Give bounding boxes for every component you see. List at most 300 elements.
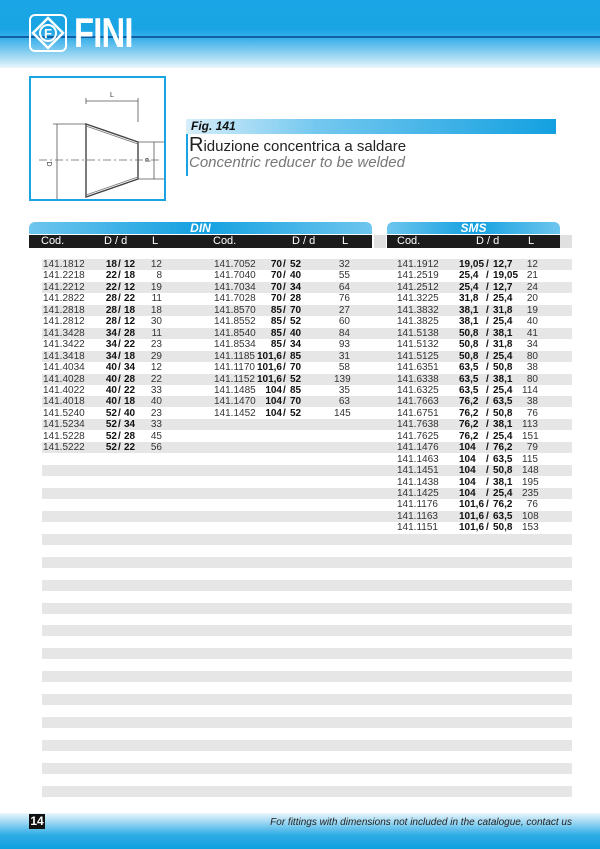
sms-D: 76,2 [459, 396, 479, 408]
din-right-L: 60 [338, 316, 350, 328]
din-left-slash: / [118, 407, 121, 419]
sms-d: 25,4 [493, 430, 513, 442]
din-left-L: 12 [150, 259, 162, 270]
sms-D: 104 [459, 465, 476, 477]
brand-logo [28, 10, 149, 55]
sms-slash: / [486, 373, 489, 385]
din-right-code: 141.1170 [214, 362, 255, 374]
sms-code: 141.6751 [397, 407, 439, 419]
din-left-slash: / [118, 304, 121, 316]
din-left-code: 141.2218 [43, 270, 85, 282]
sms-L: 38 [526, 362, 538, 374]
sms-code: 141.7625 [397, 430, 439, 442]
din-right-L: 55 [338, 270, 350, 282]
din-left-D: 18 [105, 259, 117, 270]
din-left-L: 33 [150, 384, 162, 396]
title-accent-line [186, 134, 188, 176]
din-left-d: 12 [124, 281, 136, 293]
sms-d: 31,8 [493, 304, 513, 316]
din-right-L: 76 [338, 293, 350, 305]
sms-D: 104 [459, 453, 476, 465]
sms-L: 114 [522, 384, 538, 396]
din-left-code: 141.5222 [43, 442, 85, 454]
din-right-D: 85 [270, 327, 282, 339]
din-right-D: 85 [270, 339, 282, 351]
sms-D: 19,05 [459, 259, 485, 270]
din-left-code: 141.5240 [43, 407, 85, 419]
sms-slash: / [486, 419, 489, 431]
din-left-d: 12 [124, 316, 136, 328]
din-right-L: 27 [338, 304, 350, 316]
sms-D: 50,8 [459, 339, 479, 351]
title-english: Concentric reducer to be welded [189, 154, 405, 171]
din-left-L: 8 [156, 270, 162, 282]
sms-d: 25,4 [493, 316, 513, 328]
sms-D: 101,6 [459, 522, 485, 534]
din-left-d: 18 [124, 350, 136, 362]
din-left-slash: / [118, 339, 121, 351]
title-initial: R [189, 134, 204, 156]
din-left-D: 22 [105, 270, 117, 282]
sms-slash: / [486, 259, 489, 270]
row-stripe [42, 625, 572, 636]
din-left-d: 40 [124, 407, 136, 419]
din-right-slash: / [283, 362, 286, 374]
sms-code: 141.1438 [397, 476, 439, 488]
din-left-D: 40 [105, 373, 117, 385]
din-left-slash: / [118, 281, 121, 293]
sms-slash: / [486, 270, 489, 282]
din-left-d: 18 [124, 304, 136, 316]
sms-d: 38,1 [493, 419, 513, 431]
din-right-D: 104 [265, 384, 282, 396]
sms-code: 141.1163 [397, 510, 438, 522]
header-gap [374, 235, 386, 248]
sms-slash: / [486, 476, 489, 488]
din-left-L: 56 [150, 442, 162, 454]
din-left-slash: / [118, 430, 121, 442]
din-left-D: 28 [105, 316, 117, 328]
din-left-code: 141.4018 [43, 396, 85, 408]
sms-d: 25,4 [493, 384, 513, 396]
din-right-slash: / [283, 281, 286, 293]
din-right-d: 85 [290, 350, 302, 362]
din-right-d: 85 [290, 384, 302, 396]
din-left-L: 45 [150, 430, 162, 442]
din-left-L: 23 [150, 407, 162, 419]
din-right-code: 141.8540 [214, 327, 256, 339]
din-right-code: 141.1470 [214, 396, 256, 408]
din-left-d: 18 [124, 270, 136, 282]
sms-slash: / [486, 304, 489, 316]
sms-L: 20 [526, 293, 538, 305]
technical-drawing [29, 76, 166, 201]
sms-D: 101,6 [459, 499, 485, 511]
din-right-d: 34 [290, 339, 302, 351]
din-right-code: 141.7052 [214, 259, 256, 270]
din-left-code: 141.2212 [43, 281, 85, 293]
din-right-L: 84 [338, 327, 350, 339]
din-right-d: 52 [290, 259, 302, 270]
din-left-code: 141.2822 [43, 293, 85, 305]
figure-number: Fig. 141 [191, 119, 236, 133]
din-right-d: 52 [290, 316, 302, 328]
sms-d: 50,8 [493, 362, 513, 374]
row-stripe [42, 557, 572, 568]
din-left-L: 40 [150, 396, 162, 408]
sms-code: 141.1151 [397, 522, 438, 534]
row-stripe [42, 763, 572, 774]
din-left-d: 22 [124, 339, 136, 351]
din-right-slash: / [283, 350, 286, 362]
din-col-l-2: L [342, 235, 349, 247]
din-left-code: 141.3428 [43, 327, 85, 339]
din-section-title: DIN [29, 222, 372, 234]
sms-slash: / [486, 522, 489, 534]
din-left-slash: / [118, 316, 121, 328]
sms-D: 101,6 [459, 510, 485, 522]
sms-slash: / [486, 442, 489, 454]
sms-D: 31,8 [459, 293, 479, 305]
din-left-D: 28 [105, 293, 117, 305]
sms-D: 50,8 [459, 350, 479, 362]
sms-L: 113 [522, 419, 538, 431]
sms-code: 141.2519 [397, 270, 439, 282]
din-right-D: 104 [265, 407, 282, 419]
din-right-D: 101,6 [256, 350, 282, 362]
din-right-d: 70 [290, 362, 302, 374]
sms-d: 19,05 [493, 270, 519, 282]
sms-code: 141.3225 [397, 293, 439, 305]
din-right-slash: / [283, 373, 286, 385]
sms-header-row [387, 235, 560, 248]
sms-L: 12 [526, 259, 538, 270]
sms-code: 141.5132 [397, 339, 439, 351]
sms-code: 141.5138 [397, 327, 439, 339]
sms-L: 40 [526, 316, 538, 328]
din-left-slash: / [118, 293, 121, 305]
din-right-d: 52 [290, 407, 302, 419]
din-right-slash: / [283, 407, 286, 419]
row-stripe [42, 671, 572, 682]
row-stripe [42, 740, 572, 751]
logo-diamond-icon [28, 13, 68, 53]
din-left-L: 30 [150, 316, 162, 328]
sms-code: 141.2512 [397, 281, 439, 293]
din-left-D: 34 [105, 327, 117, 339]
sms-code: 141.1912 [397, 259, 439, 270]
title-italian [189, 136, 406, 156]
sms-L: 38 [526, 396, 538, 408]
din-left-D: 34 [105, 339, 117, 351]
figure-bar [186, 119, 556, 134]
sms-D: 38,1 [459, 316, 479, 328]
din-right-slash: / [283, 396, 286, 408]
sms-L: 235 [522, 488, 539, 499]
sms-d: 38,1 [493, 327, 513, 339]
din-left-L: 23 [150, 339, 162, 351]
sms-d: 76,2 [493, 499, 513, 511]
din-left-code: 141.4028 [43, 373, 85, 385]
din-right-L: 32 [338, 259, 350, 270]
sms-d: 63,5 [493, 510, 513, 522]
sms-code: 141.6325 [397, 384, 439, 396]
din-left-d: 28 [124, 327, 136, 339]
din-right-code: 141.1152 [214, 373, 255, 385]
din-right-d: 52 [290, 373, 302, 385]
din-left-D: 34 [105, 350, 117, 362]
sms-slash: / [486, 327, 489, 339]
header-gap-right [560, 235, 572, 248]
sms-code: 141.7638 [397, 419, 439, 431]
din-right-d: 28 [290, 293, 302, 305]
sms-d: 25,4 [493, 293, 513, 305]
dim-L-label: L [110, 92, 114, 99]
din-col-dd: D / d [104, 235, 128, 247]
din-right-code: 141.8570 [214, 304, 256, 316]
sms-D: 63,5 [459, 362, 479, 374]
sms-D: 25,4 [459, 281, 479, 293]
din-left-slash: / [118, 384, 121, 396]
logo-letter: F [44, 25, 52, 41]
din-right-L: 63 [338, 396, 350, 408]
sms-d: 76,2 [493, 442, 513, 454]
din-right-code: 141.7028 [214, 293, 256, 305]
din-left-slash: / [118, 259, 121, 270]
sms-L: 148 [522, 465, 539, 477]
din-right-d: 70 [290, 396, 302, 408]
sms-slash: / [486, 293, 489, 305]
dim-D-label: D [45, 161, 52, 167]
din-header-row [29, 235, 372, 248]
din-right-L: 139 [334, 373, 351, 385]
sms-D: 50,8 [459, 327, 479, 339]
din-left-code: 141.5234 [43, 419, 85, 431]
sms-L: 41 [526, 327, 538, 339]
row-stripe [42, 534, 572, 545]
sms-code: 141.3825 [397, 316, 439, 328]
din-right-code: 141.7040 [214, 270, 256, 282]
sms-slash: / [486, 453, 489, 465]
din-left-slash: / [118, 270, 121, 282]
sms-section-title: SMS [387, 222, 560, 234]
din-left-D: 52 [105, 407, 117, 419]
brand-name: FINI [74, 8, 133, 56]
din-col-l: L [152, 235, 159, 247]
sms-D: 25,4 [459, 270, 479, 282]
din-left-D: 40 [105, 384, 117, 396]
din-left-d: 28 [124, 373, 136, 385]
din-left-L: 33 [150, 419, 162, 431]
sms-L: 80 [526, 350, 538, 362]
din-col-code: Cod. [41, 235, 65, 247]
din-left-L: 29 [150, 350, 162, 362]
din-left-D: 52 [105, 430, 117, 442]
din-right-D: 85 [270, 316, 282, 328]
sms-code: 141.7663 [397, 396, 439, 408]
sms-d: 50,8 [493, 465, 513, 477]
sms-L: 115 [522, 453, 538, 465]
sms-slash: / [486, 350, 489, 362]
sms-slash: / [486, 281, 489, 293]
sms-code: 141.1476 [397, 442, 439, 454]
sms-code: 141.3832 [397, 304, 439, 316]
din-left-d: 34 [124, 362, 136, 374]
din-left-slash: / [118, 350, 121, 362]
sms-code: 141.1451 [397, 465, 439, 477]
din-left-L: 22 [150, 373, 162, 385]
sms-L: 34 [526, 339, 538, 351]
din-left-code: 141.5228 [43, 430, 85, 442]
din-right-D: 70 [270, 270, 282, 282]
din-right-slash: / [283, 259, 286, 270]
din-right-L: 64 [338, 281, 350, 293]
sms-slash: / [486, 316, 489, 328]
sms-L: 79 [526, 442, 538, 454]
sms-D: 63,5 [459, 384, 479, 396]
sms-d: 31,8 [493, 339, 513, 351]
dim-d-label: d [143, 158, 150, 162]
sms-d: 38,1 [493, 373, 513, 385]
din-left-D: 40 [105, 396, 117, 408]
sms-L: 80 [526, 373, 538, 385]
din-left-d: 22 [124, 293, 136, 305]
din-right-D: 70 [270, 281, 282, 293]
din-right-D: 70 [270, 259, 282, 270]
sms-code: 141.5125 [397, 350, 439, 362]
sms-d: 50,8 [493, 407, 513, 419]
din-right-slash: / [283, 316, 286, 328]
sms-slash: / [486, 465, 489, 477]
din-left-d: 34 [124, 419, 136, 431]
din-left-d: 12 [124, 259, 136, 270]
sms-L: 24 [526, 281, 538, 293]
sms-L: 153 [522, 522, 539, 534]
sms-D: 38,1 [459, 304, 479, 316]
din-right-code: 141.1485 [214, 384, 256, 396]
din-right-L: 35 [338, 384, 350, 396]
sms-L: 76 [526, 407, 538, 419]
din-right-d: 40 [290, 327, 302, 339]
sms-L: 19 [526, 304, 538, 316]
din-right-L: 31 [338, 350, 350, 362]
din-left-slash: / [118, 442, 121, 454]
sms-code: 141.1463 [397, 453, 439, 465]
din-left-D: 52 [105, 419, 117, 431]
din-right-L: 58 [338, 362, 350, 374]
sms-col-code: Cod. [397, 235, 421, 247]
din-left-D: 28 [105, 304, 117, 316]
din-left-code: 141.3418 [43, 350, 85, 362]
sms-slash: / [486, 384, 489, 396]
sms-d: 25,4 [493, 350, 513, 362]
sms-code: 141.1176 [397, 499, 438, 511]
din-left-d: 22 [124, 442, 136, 454]
din-right-L: 93 [338, 339, 350, 351]
din-right-slash: / [283, 384, 286, 396]
din-left-L: 18 [150, 304, 162, 316]
sms-code: 141.1425 [397, 488, 439, 499]
sms-slash: / [486, 488, 489, 499]
din-left-L: 11 [151, 293, 162, 305]
sms-D: 104 [459, 476, 476, 488]
din-right-D: 101,6 [256, 362, 282, 374]
din-right-D: 104 [265, 396, 282, 408]
din-left-slash: / [118, 396, 121, 408]
sms-slash: / [486, 510, 489, 522]
din-left-code: 141.4034 [43, 362, 85, 374]
sms-slash: / [486, 396, 489, 408]
sms-d: 12,7 [493, 281, 513, 293]
din-right-D: 101,6 [256, 373, 282, 385]
din-left-d: 18 [124, 396, 136, 408]
din-left-code: 141.3422 [43, 339, 85, 351]
row-stripe [42, 786, 572, 797]
sms-d: 50,8 [493, 522, 513, 534]
din-col-dd-2: D / d [292, 235, 316, 247]
title-italian-rest: iduzione concentrica a saldare [203, 138, 407, 155]
din-left-L: 19 [150, 281, 162, 293]
din-right-code: 141.7034 [214, 281, 256, 293]
sms-col-l: L [528, 235, 535, 247]
din-right-d: 34 [290, 281, 302, 293]
din-right-L: 145 [334, 407, 351, 419]
sms-code: 141.6338 [397, 373, 439, 385]
sms-d: 12,7 [493, 259, 513, 270]
din-left-d: 22 [124, 384, 136, 396]
footer-note: For fittings with dimensions not included in the catalogue, contact us [270, 817, 572, 828]
din-right-slash: / [283, 339, 286, 351]
din-right-code: 141.8552 [214, 316, 256, 328]
sms-D: 76,2 [459, 419, 479, 431]
din-left-D: 52 [105, 442, 117, 454]
din-right-slash: / [283, 304, 286, 316]
din-left-L: 11 [151, 327, 162, 339]
sms-D: 104 [459, 488, 476, 499]
din-left-slash: / [118, 373, 121, 385]
row-stripe [42, 603, 572, 614]
din-right-slash: / [283, 327, 286, 339]
sms-L: 108 [522, 510, 539, 522]
din-left-D: 40 [105, 362, 117, 374]
sms-d: 25,4 [493, 488, 513, 499]
din-left-D: 22 [105, 281, 117, 293]
sms-D: 76,2 [459, 430, 479, 442]
row-stripe [42, 694, 572, 705]
row-stripe [42, 717, 572, 728]
din-right-d: 40 [290, 270, 302, 282]
din-right-code: 141.1452 [214, 407, 256, 419]
din-right-D: 85 [270, 304, 282, 316]
din-left-slash: / [118, 362, 121, 374]
din-right-d: 70 [290, 304, 302, 316]
din-right-slash: / [283, 270, 286, 282]
din-left-slash: / [118, 419, 121, 431]
din-col-code-2: Cod. [213, 235, 237, 247]
sms-L: 76 [526, 499, 538, 511]
din-left-code: 141.4022 [43, 384, 85, 396]
row-stripe [42, 648, 572, 659]
sms-slash: / [486, 407, 489, 419]
sms-L: 195 [522, 476, 539, 488]
sms-d: 63,5 [493, 396, 513, 408]
din-left-code: 141.1812 [43, 259, 85, 270]
row-stripe [42, 580, 572, 591]
din-left-code: 141.2818 [43, 304, 85, 316]
sms-L: 151 [522, 430, 539, 442]
sms-D: 76,2 [459, 407, 479, 419]
din-left-code: 141.2812 [43, 316, 85, 328]
